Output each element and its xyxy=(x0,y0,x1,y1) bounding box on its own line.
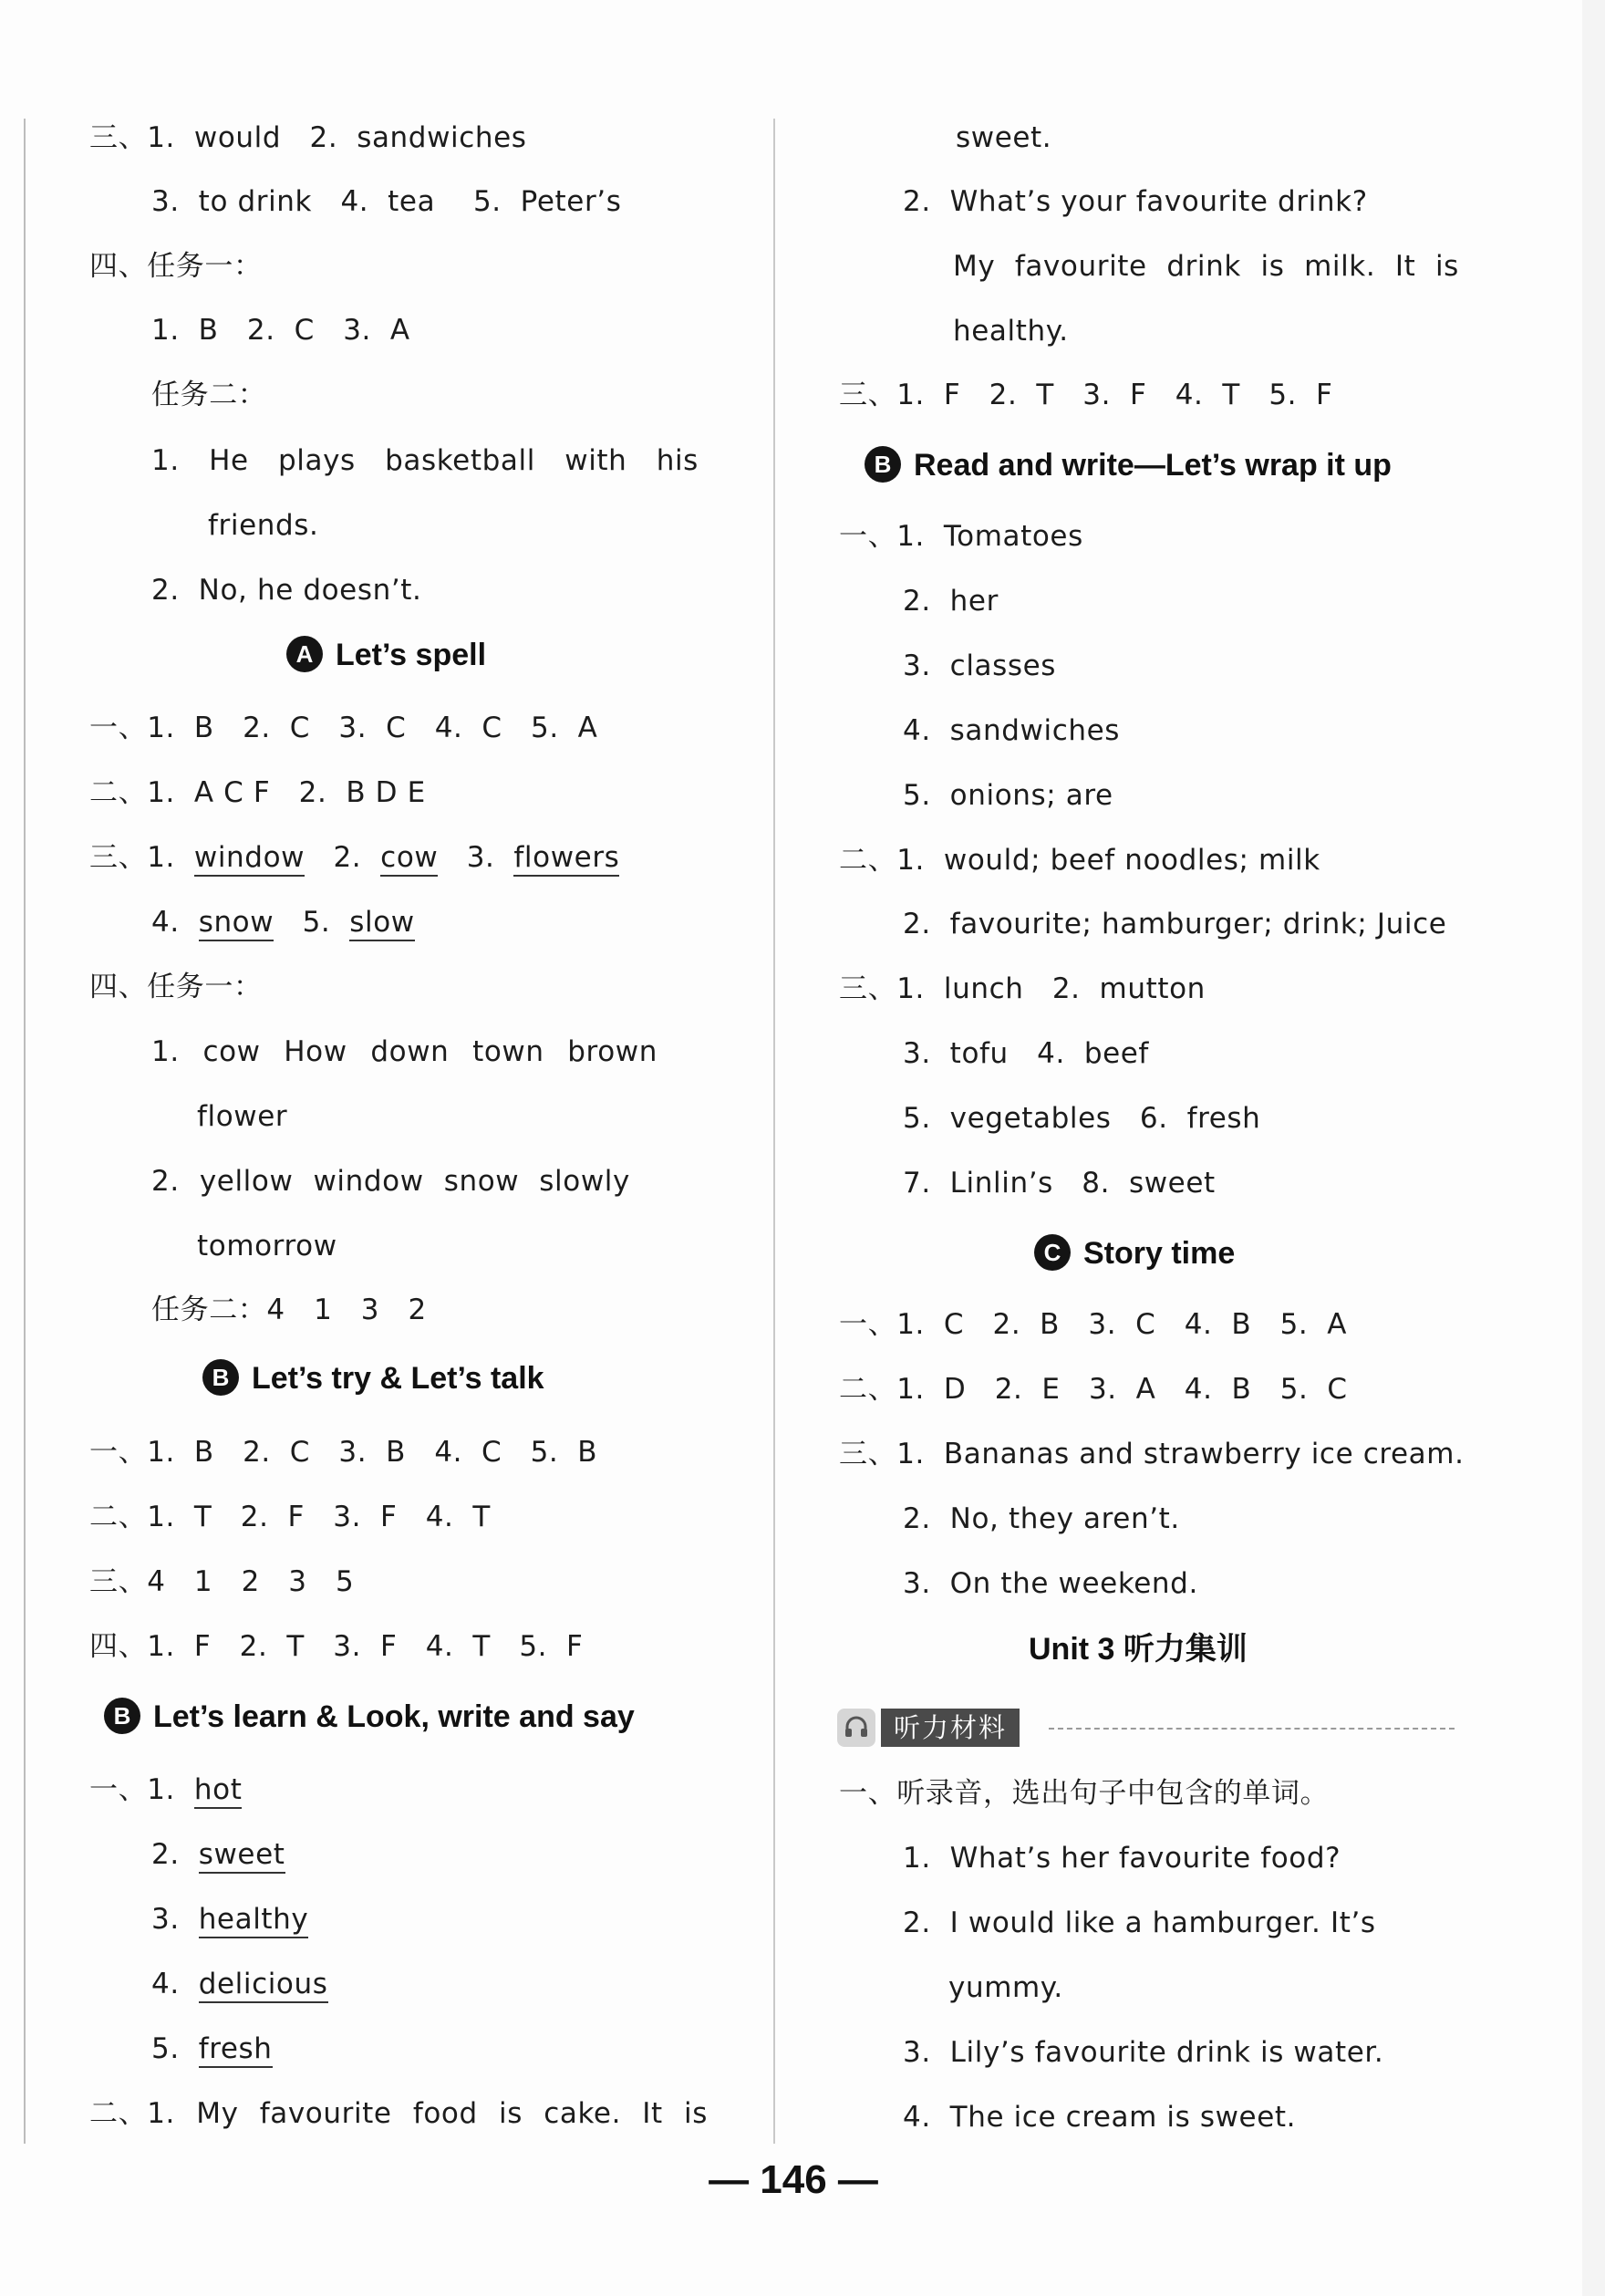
answer-line: 三、1. Bananas and strawberry ice cream. xyxy=(839,1438,1465,1470)
answer-line: 二、1. D 2. E 3. A 4. B 5. C xyxy=(839,1373,1348,1406)
answer-line: 2. No, they aren’t. xyxy=(903,1502,1180,1535)
section-heading: B Let’s try & Let’s talk xyxy=(202,1358,544,1398)
section-heading: B Let’s learn & Look, write and say xyxy=(104,1697,635,1737)
section-badge: A xyxy=(286,636,323,672)
answer-line: 1. B 2. C 3. A xyxy=(151,314,410,347)
answer-line: 四、1. F 2. T 3. F 4. T 5. F xyxy=(89,1630,584,1663)
answer-line: 二、1. T 2. F 3. F 4. T xyxy=(89,1501,491,1533)
answer-line: 4. sandwiches xyxy=(903,714,1121,747)
answer-line: flower xyxy=(197,1100,288,1133)
answer-line: 2. What’s your favourite drink? xyxy=(903,185,1368,218)
dashed-divider xyxy=(1049,1728,1455,1730)
answer-line: 5. fresh xyxy=(151,2031,273,2067)
answer-line: 4. The ice cream is sweet. xyxy=(903,2101,1297,2134)
answer-line: 2. favourite; hamburger; drink; Juice xyxy=(903,908,1447,940)
answer-line-justified: 2. yellow window snow slowly xyxy=(151,1165,630,1198)
section-heading: B Read and write—Let’s wrap it up xyxy=(865,445,1392,485)
answer-line: 三、4 1 2 3 5 xyxy=(89,1565,355,1598)
answer-line-justified: 二、1. My favourite food is cake. It is xyxy=(89,2097,708,2130)
headphones-icon xyxy=(837,1709,875,1747)
answer-line: 5. vegetables 6. fresh xyxy=(903,1102,1261,1135)
answer-line: 2. sweet xyxy=(151,1836,285,1873)
answer-line-justified: 1. cow How down town brown xyxy=(151,1035,658,1068)
answer-line: 4. snow 5. slow xyxy=(151,904,415,940)
section-badge: C xyxy=(1034,1234,1071,1271)
answer-line: 3. tofu 4. beef xyxy=(903,1037,1149,1070)
answer-line: 三、1. window 2. cow 3. flowers xyxy=(89,839,619,876)
answer-line: 二、1. A C F 2. B D E xyxy=(89,776,426,809)
answer-line: 任务二： xyxy=(151,379,267,411)
answer-line: 7. Linlin’s 8. sweet xyxy=(903,1167,1216,1200)
left-margin-rule xyxy=(24,119,26,2144)
answer-line: yummy. xyxy=(948,1971,1063,2004)
answer-line: healthy. xyxy=(953,315,1069,348)
answer-line: 2. No, he doesn’t. xyxy=(151,574,422,607)
column-divider xyxy=(773,119,775,2144)
answer-line: tomorrow xyxy=(197,1230,337,1262)
answer-line: 一、1. Tomatoes xyxy=(839,520,1083,553)
section-badge: B xyxy=(202,1359,239,1396)
answer-line: 3. classes xyxy=(903,649,1057,682)
answer-line: 3. On the weekend. xyxy=(903,1567,1198,1600)
answer-line: 四、任务一： xyxy=(89,250,263,283)
answer-line: 2. her xyxy=(903,585,999,618)
answer-line: 一、1. B 2. C 3. B 4. C 5. B xyxy=(89,1436,598,1469)
answer-line: 四、任务一： xyxy=(89,971,263,1003)
answer-line: 二、1. would; beef noodles; milk xyxy=(839,844,1320,877)
answer-line: 一、1. C 2. B 3. C 4. B 5. A xyxy=(839,1308,1348,1341)
answer-line: 三、1. F 2. T 3. F 4. T 5. F xyxy=(839,379,1333,411)
answer-line: 5. onions; are xyxy=(903,779,1113,812)
answer-line: 3. Lily’s favourite drink is water. xyxy=(903,2036,1384,2069)
answer-line: 一、听录音，选出句子中包含的单词。 xyxy=(839,1777,1330,1810)
answer-line: 任务二：4 1 3 2 xyxy=(151,1293,427,1326)
section-heading: C Story time xyxy=(1034,1233,1235,1273)
answer-line: 3. to drink 4. tea 5. Peter’s xyxy=(151,185,622,218)
answer-line: 1. What’s her favourite food? xyxy=(903,1842,1341,1875)
answer-line: sweet. xyxy=(956,121,1052,154)
page-number: — 146 — xyxy=(709,2157,878,2202)
answer-line: friends. xyxy=(208,509,319,542)
unit-title: Unit 3 听力集训 xyxy=(1029,1632,1248,1667)
listening-material-tag: 听力材料 xyxy=(837,1709,1020,1747)
answer-line: 2. I would like a hamburger. It’s xyxy=(903,1906,1376,1939)
section-heading: A Let’s spell xyxy=(286,635,486,675)
section-badge: B xyxy=(865,446,901,483)
answer-line: 一、1. B 2. C 3. C 4. C 5. A xyxy=(89,712,598,744)
answer-line: 一、1. hot xyxy=(89,1771,242,1808)
section-badge: B xyxy=(104,1698,140,1734)
answer-line: 三、1. lunch 2. mutton xyxy=(839,972,1206,1005)
answer-line: 4. delicious xyxy=(151,1966,328,2002)
answer-line-justified: 1. He plays basketball with his xyxy=(151,444,699,477)
answer-line: 3. healthy xyxy=(151,1901,308,1938)
answer-line: 三、1. would 2. sandwiches xyxy=(89,121,527,154)
answer-line-justified: My favourite drink is milk. It is xyxy=(953,250,1459,283)
